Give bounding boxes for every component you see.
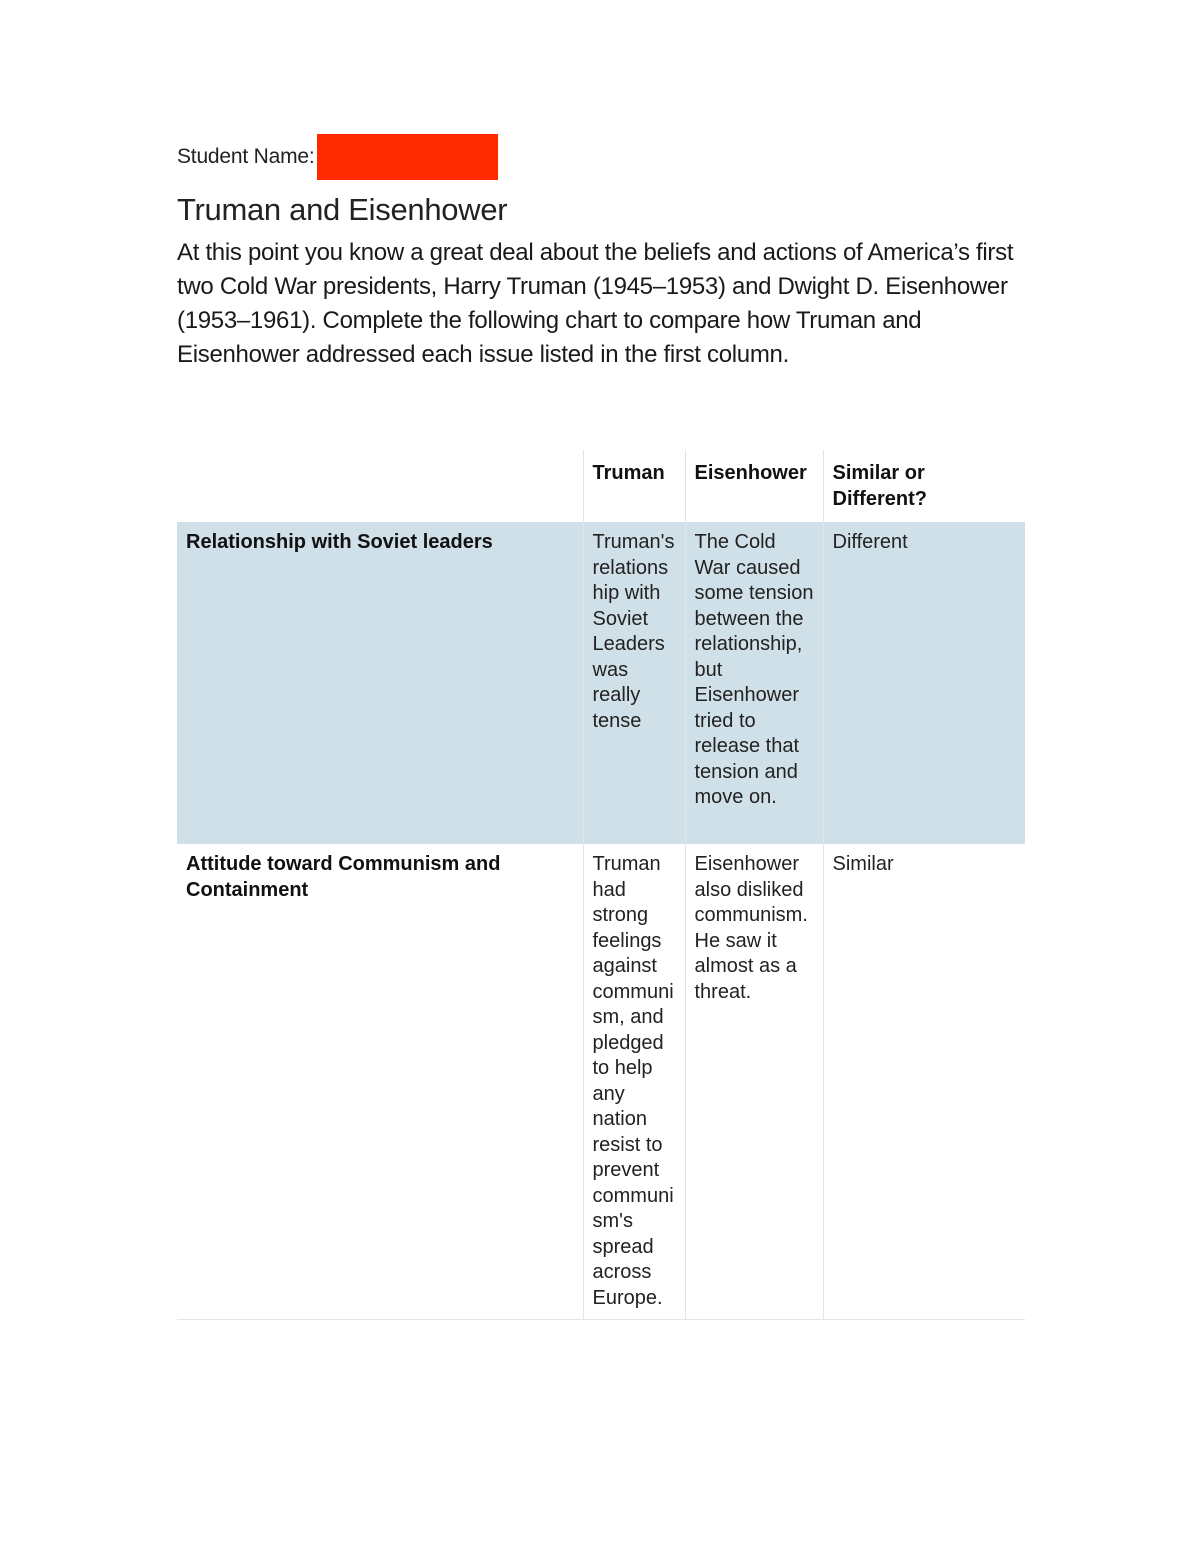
intro-paragraph: At this point you know a great deal about the beliefs and actions of America’s first two Cold War presidents, Harry Truman (1945–1953) and Dwight D. Eisenhower (1953–1961). Complete the following chart to compare how Truman and Eisenhower addressed each issue listed in the first column. [177, 239, 1014, 368]
student-name-line [177, 134, 498, 180]
row-comparison: Similar [823, 844, 1025, 1320]
row-comparison: Different [823, 522, 1025, 844]
header-issue [177, 450, 583, 522]
header-truman: Truman [583, 450, 685, 522]
table-row [177, 844, 1025, 1320]
row-eisenhower: The Cold War caused some tension between the relationship, but Eisenhower tried to release that tension and move on. [685, 522, 823, 844]
page-title: Truman and Eisenhower [177, 192, 508, 227]
row-eisenhower: Eisenhower also disliked communism. He saw it almost as a threat. [685, 844, 823, 1320]
row-truman: Truman had strong feelings against communism, and pledged to help any nation resist to prevent communism's spread across Europe. [583, 844, 685, 1320]
row-issue: Attitude toward Communism and Containment [177, 844, 583, 1320]
table-header-row [177, 450, 1025, 522]
student-name-label: Student Name: [177, 145, 315, 168]
redacted-name-box [317, 134, 498, 180]
comparison-table [177, 450, 1025, 1320]
row-issue: Relationship with Soviet leaders [177, 522, 583, 844]
table-row [177, 522, 1025, 844]
header-comparison: Similar or Different? [823, 450, 1025, 522]
row-truman: Truman's relationship with Soviet Leaders was really tense [583, 522, 685, 844]
header-eisenhower: Eisenhower [685, 450, 823, 522]
